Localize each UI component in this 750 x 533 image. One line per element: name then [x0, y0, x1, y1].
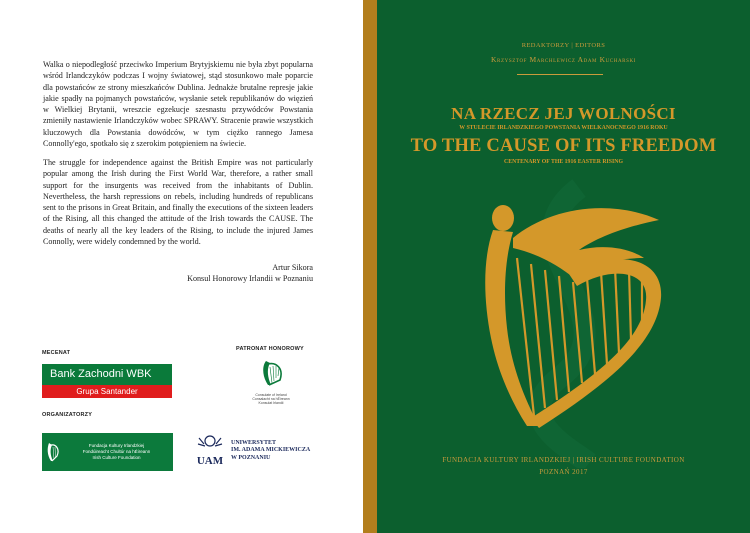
- maiden-harp-icon: [439, 178, 699, 468]
- harp-icon: [45, 441, 61, 463]
- sponsor-logo: [42, 364, 172, 398]
- consulate-line: Consulate of Ireland: [255, 393, 287, 397]
- mecenat-label: MECENAT: [42, 350, 71, 356]
- subtitle-polish: W STULECIE IRLANDZKIEGO POWSTANIA WIELKANOCNEGO 1916 ROKU: [459, 125, 668, 131]
- sponsor-name: Bank Zachodni WBK: [42, 364, 172, 385]
- university-line: UNIWERSYTET: [231, 439, 277, 446]
- consulate-line: Consalacht na hÉireann: [252, 397, 290, 402]
- subtitle-english: CENTENARY OF THE 1916 EASTER RISING: [504, 159, 623, 165]
- editors-names: Krzysztof Marchlewicz Adam Kucharski: [491, 55, 636, 64]
- harp-icon: [246, 358, 296, 388]
- foundation-line: Fondúireacht Chultúr na hÉireann: [82, 449, 151, 455]
- divider: [517, 74, 603, 75]
- editors-label: REDAKTORZY | EDITORS: [521, 42, 606, 49]
- foundation-logo: [42, 433, 173, 471]
- consulate-line: Konsulat Irlandii: [258, 401, 284, 406]
- patronat-label: PATRONAT HONOROWY: [236, 346, 304, 352]
- paragraph-polish: Walka o niepodległość przeciwko Imperium Brytyjskiemu nie była zbyt popularna wśród Irlandczyków podczas I wojny światowej, stąd stosunkowo małe poparcie dla powstańców ze strony mieszkańców Dublina. Jednakże brutalne represje jakie jakie spadły na pojmanych powstańców, wysłanie setek republikanów do więzień w Wielkiej Brytanii, wreszcie egzekucje szesnastu przywódców Powstania zmieniły nastawienie Irlandczyków wobec SPRAWY. Stracenie prawie wszystkich kluczowych dla Powstania dowódców, w tym ciężko rannego Jamesa Connolly'ego, spotkało się z szerokim potępieniem na świecie.: [43, 60, 313, 149]
- university-line: W POZNANIU: [231, 454, 271, 461]
- front-cover: [377, 0, 750, 533]
- title-english: TO THE CAUSE OF ITS FREEDOM: [410, 136, 717, 156]
- consulate-logo: [246, 358, 296, 406]
- foundation-line: Fundacja Kultury Irlandzkiej: [88, 443, 145, 449]
- organizatorzy-label: ORGANIZATORZY: [42, 412, 93, 418]
- signature-block: [187, 262, 313, 285]
- university-logo: [195, 432, 310, 470]
- title-polish: NA RZECZ JEJ WOLNOŚCI: [451, 104, 676, 123]
- paragraph-english: The struggle for independence against the British Empire was not particularly popular among the Irish during the First World War, therefore, a rather small support for the insurgents was received from the inhabitants of Dublin. Nevertheless, the harsh repressions on rebels, including hundreds of republicans sent to the prisons in Great Britain, and finally the executions of the sixteen leaders of the Rising, all this changed the attitude of the Irish towards the CAUSE. The deaths of nearly all the key leaders of the Rising, to include the injured James Connolly, were widely condemned by the world.: [43, 158, 313, 247]
- back-cover-page: [0, 0, 363, 533]
- foundation-line: Irish Culture Foundation: [92, 454, 141, 460]
- book-spine: [363, 0, 377, 533]
- university-emblem-icon: [195, 432, 225, 470]
- university-monogram: UAM: [196, 455, 224, 467]
- city-year: POZNAŃ 2017: [539, 468, 588, 476]
- signature-name: Artur Sikora: [272, 263, 313, 272]
- signature-title: Konsul Honorowy Irlandii w Poznaniu: [187, 274, 313, 284]
- publisher: FUNDACJA KULTURY IRLANDZKIEJ | IRISH CULTURE FOUNDATION: [442, 456, 685, 464]
- university-line: IM. ADAMA MICKIEWICZA: [231, 447, 311, 454]
- sponsor-group: Grupa Santander: [42, 385, 172, 398]
